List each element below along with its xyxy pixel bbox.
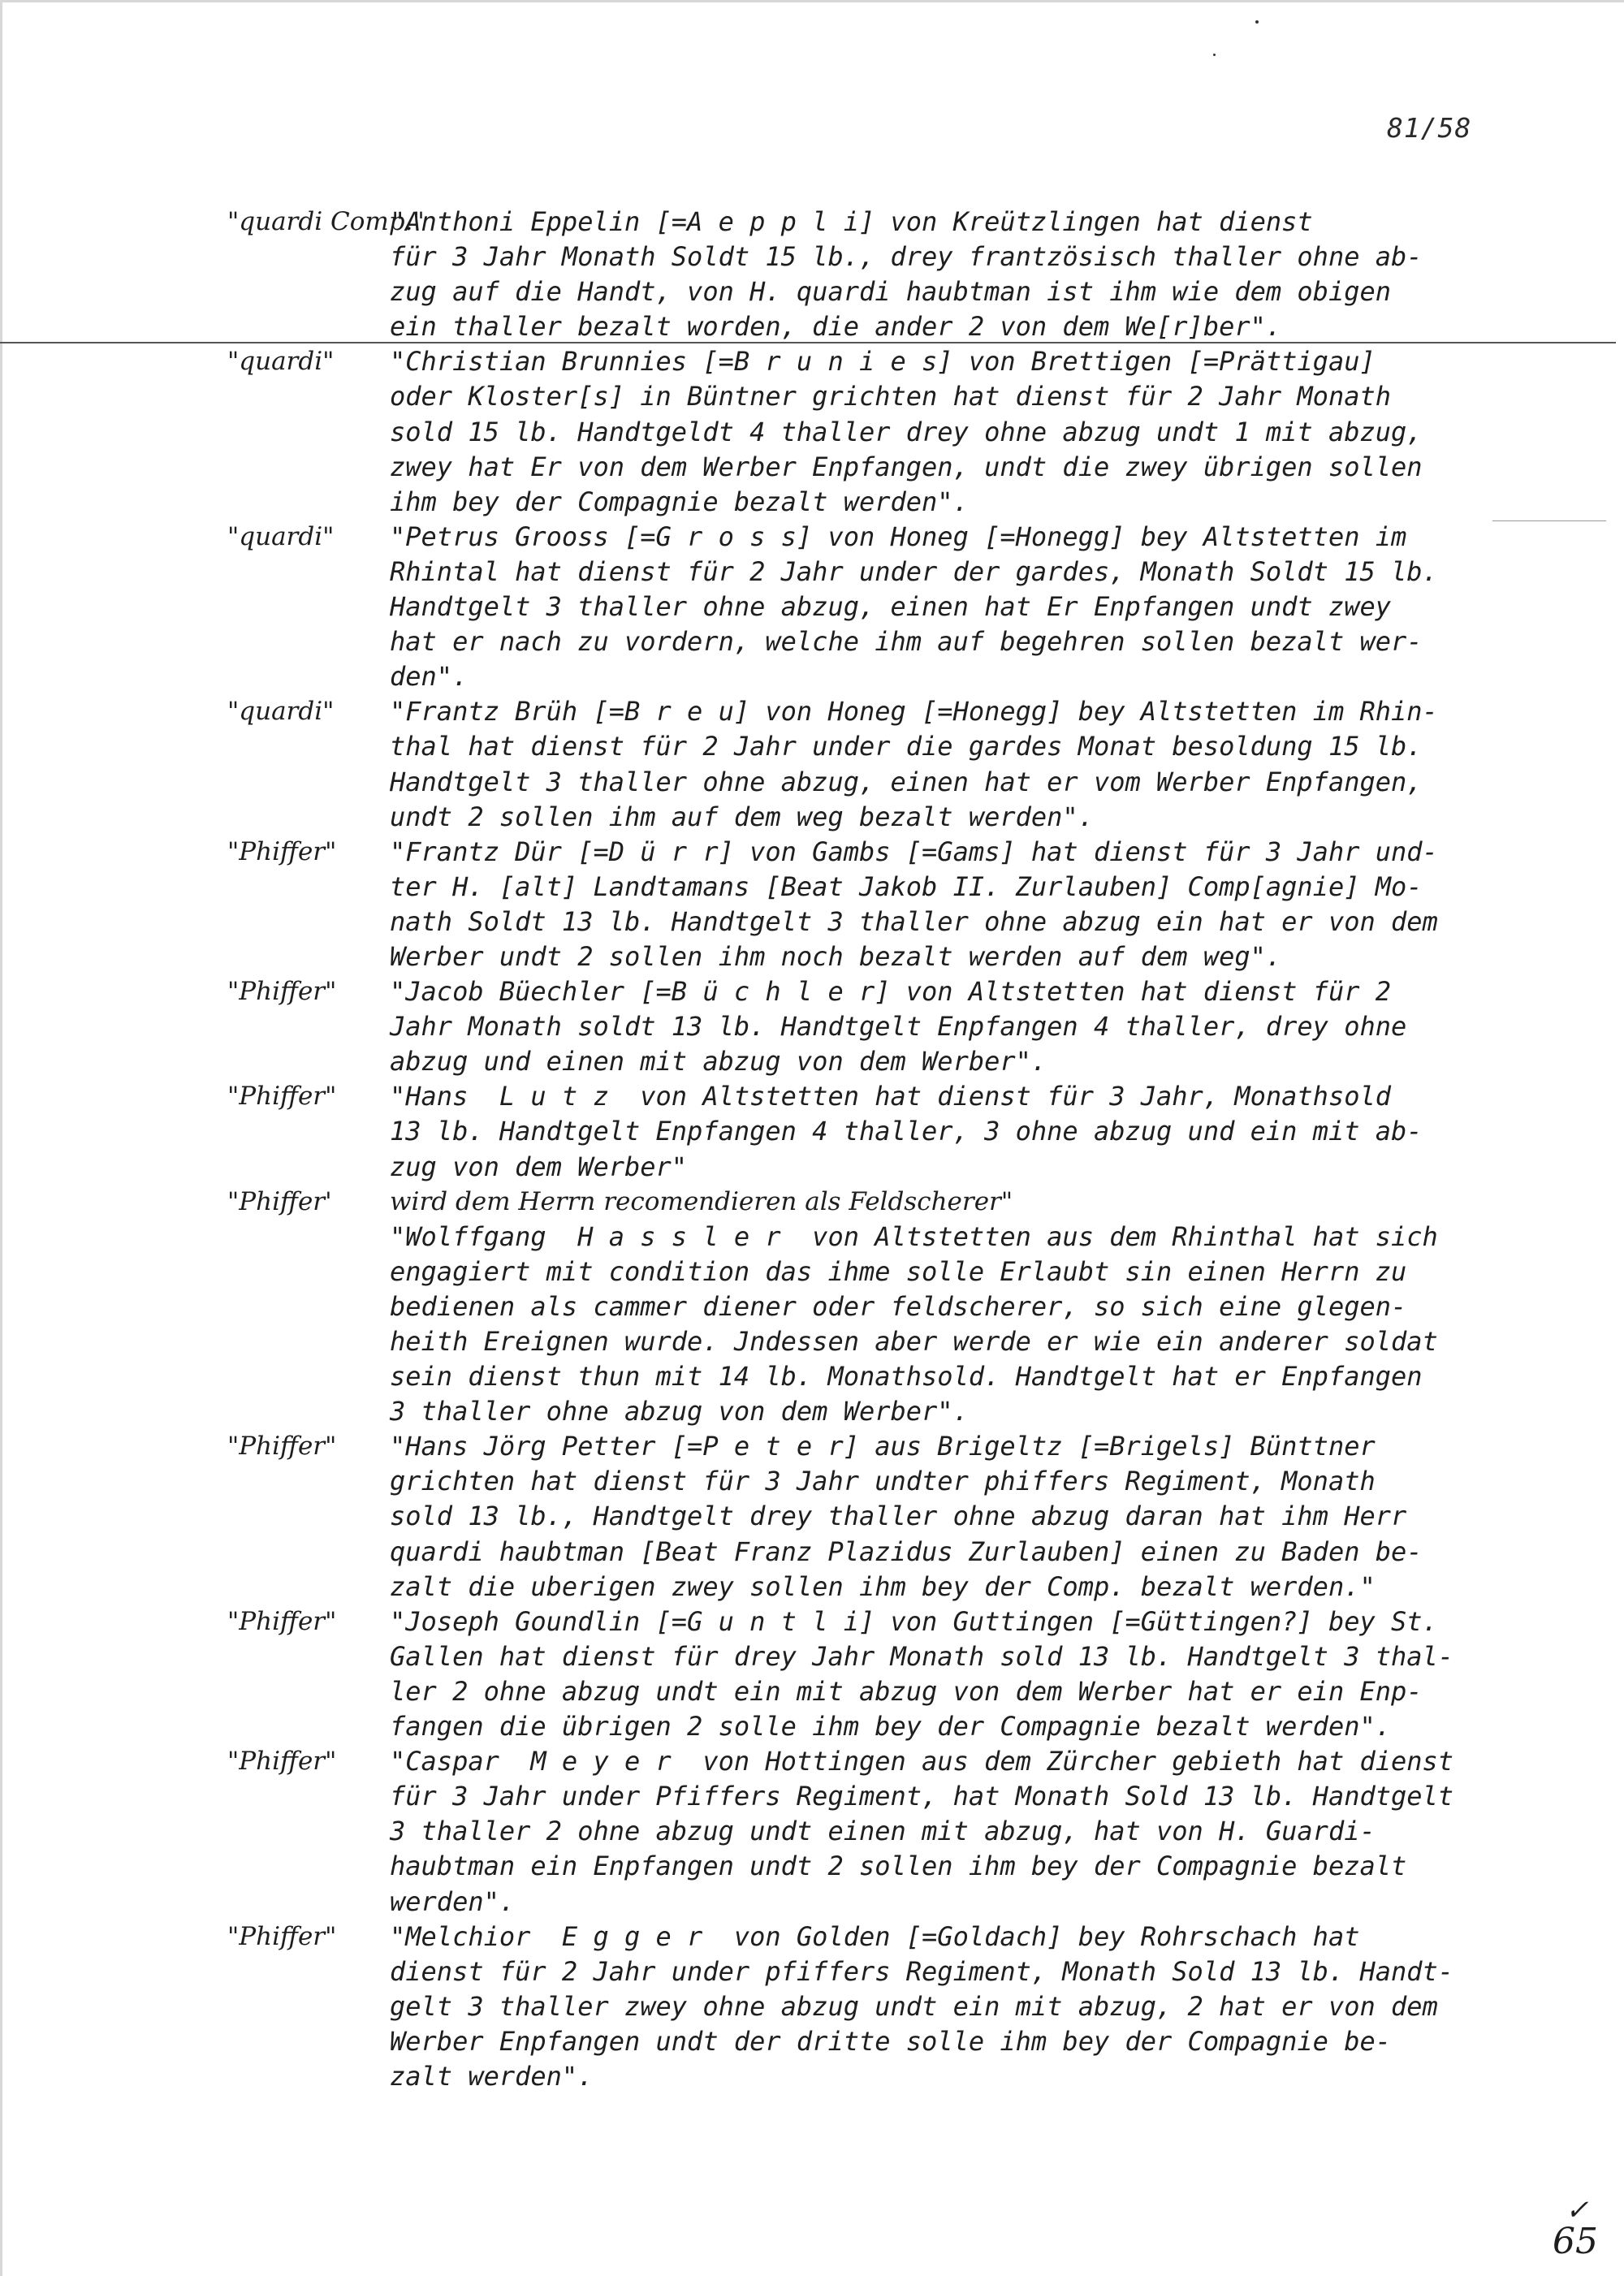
record-entry <box>227 694 1527 834</box>
text-line: werden". <box>390 1885 516 1917</box>
record-text <box>390 835 1527 974</box>
text-line: ihm bey der Compagnie bezalt werden". <box>390 486 969 517</box>
record-text <box>390 694 1527 834</box>
text-line: sold 13 lb., Handtgelt drey thaller ohne abzug daran hat ihm Herr <box>390 1501 1407 1532</box>
record-label: "Phiffer" <box>227 1606 337 1636</box>
text-line: "Frantz Brüh [=B r e u] von Honeg [=Honegg] bey Altstetten im Rhin- <box>390 696 1438 728</box>
record-text <box>390 1429 1527 1604</box>
text-line: "Frantz Dür [=D ü r r] von Gambs [=Gams] hat dienst für 3 Jahr und- <box>390 836 1438 867</box>
text-line: sein dienst thun mit 14 lb. Monathsold. Handtgelt hat er Enpfangen <box>390 1361 1423 1393</box>
text-line: engagiert mit condition das ihme solle Erlaubt sin einen Herrn zu <box>390 1255 1407 1287</box>
record-label: "Phiffer" <box>227 1747 337 1777</box>
record-label: "quardi" <box>227 697 335 727</box>
text-line: ter H. [alt] Landtamans [Beat Jakob II. Zurlauben] Comp[agnie] Mo- <box>390 870 1423 902</box>
text-line: zalt werden". <box>390 2060 594 2092</box>
text-line: fangen die übrigen 2 solle ihm bey der Compagnie bezalt werden". <box>390 1711 1391 1743</box>
text-line: Werber Enpfangen undt der dritte solle ihm bey der Compagnie be- <box>390 2025 1391 2057</box>
record-entry <box>227 974 1527 1079</box>
text-line: bedienen als cammer diener oder feldscherer, so sich eine glegen- <box>390 1290 1407 1322</box>
record-label: "quardi" <box>227 347 335 377</box>
text-line: für 3 Jahr under Pfiffers Regiment, hat Monath Sold 13 lb. Handtgelt <box>390 1781 1454 1812</box>
margin-note-line: 65 <box>1553 2221 1598 2262</box>
scan-speck <box>1255 20 1259 24</box>
record-text <box>390 1079 1527 1184</box>
record-label: "Phiffer" <box>227 1432 337 1462</box>
text-line: "Petrus Grooss [=G r o s s] von Honeg [=Honegg] bey Altstetten im <box>390 520 1407 552</box>
text-line: "Anthoni Eppelin [=A e p p l i] von Kreützlingen hat dienst <box>390 206 1313 237</box>
handwritten-note-line: wird dem Herrn recomendieren als Feldscherer" <box>390 1186 1013 1216</box>
record-text <box>390 1920 1527 2094</box>
record-entry <box>227 835 1527 974</box>
record-entry <box>227 205 1527 344</box>
text-line: ler 2 ohne abzug undt ein mit abzug von dem Werber hat er ein Enp- <box>390 1675 1423 1707</box>
record-text <box>390 1185 1527 1430</box>
text-line: Jahr Monath soldt 13 lb. Handtgelt Enpfangen 4 thaller, drey ohne <box>390 1011 1407 1043</box>
text-line: gelt 3 thaller zwey ohne abzug undt ein mit abzug, 2 hat er von dem <box>390 1990 1438 2022</box>
page-number: 81/58 <box>1387 112 1472 144</box>
record-entry <box>227 1744 1527 1919</box>
text-line: für 3 Jahr Monath Soldt 15 lb., drey frantzösisch thaller ohne ab- <box>390 241 1423 273</box>
record-text <box>390 205 1527 344</box>
text-line: Gallen hat dienst für drey Jahr Monath sold 13 lb. Handtgelt 3 thal- <box>390 1640 1454 1672</box>
text-line: dienst für 2 Jahr under pfiffers Regiment, Monath Sold 13 lb. Handt- <box>390 1955 1454 1987</box>
text-line: 3 thaller 2 ohne abzug undt einen mit abzug, hat von H. Guardi- <box>390 1816 1376 1847</box>
text-line: "Caspar M e y e r von Hottingen aus dem Zürcher gebieth hat dienst <box>390 1746 1454 1777</box>
text-line: quardi haubtman [Beat Franz Plazidus Zurlauben] einen zu Baden be- <box>390 1535 1423 1567</box>
record-entry <box>227 344 1527 519</box>
record-label: "Phiffer" <box>227 1082 337 1112</box>
record-entry <box>227 1079 1527 1184</box>
record-label: "Phiffer' <box>227 1186 332 1216</box>
text-line: undt 2 sollen ihm auf dem weg bezalt werden". <box>390 801 1094 832</box>
record-label: "quardi Comp." <box>227 207 425 236</box>
text-line: "Wolffgang H a s s l e r von Altstetten aus dem Rhinthal hat sich <box>390 1220 1438 1252</box>
record-entry <box>227 1185 1527 1430</box>
record-entry <box>227 1604 1527 1744</box>
text-line: abzug und einen mit abzug von dem Werber". <box>390 1046 1047 1078</box>
text-line: sold 15 lb. Handtgeldt 4 thaller drey ohne abzug undt 1 mit abzug, <box>390 416 1423 447</box>
record-label: "Phiffer" <box>227 977 337 1007</box>
record-entry <box>227 520 1527 694</box>
scan-edge-top <box>0 0 1624 2</box>
transcription-body <box>227 205 1527 2094</box>
record-text <box>390 520 1527 694</box>
text-line: grichten hat dienst für 3 Jahr undter phiffers Regiment, Monath <box>390 1466 1376 1497</box>
record-text <box>390 974 1527 1079</box>
text-line: haubtman ein Enpfangen undt 2 sollen ihm bey der Compagnie bezalt <box>390 1851 1407 1882</box>
scan-speck <box>1213 54 1216 56</box>
text-line: oder Kloster[s] in Büntner grichten hat dienst für 2 Jahr Monath <box>390 381 1391 412</box>
record-label: "Phiffer" <box>227 1921 337 1951</box>
text-line: "Hans Jörg Petter [=P e t e r] aus Brigeltz [=Brigels] Bünttner <box>390 1431 1376 1462</box>
record-text <box>390 1744 1527 1919</box>
text-line: zalt die uberigen zwey sollen ihm bey der Comp. bezalt werden." <box>390 1570 1376 1602</box>
record-label: "quardi" <box>227 521 335 551</box>
text-line: Handtgelt 3 thaller ohne abzug, einen hat er vom Werber Enpfangen, <box>390 766 1423 797</box>
text-line: 13 lb. Handtgelt Enpfangen 4 thaller, 3 ohne abzug und ein mit ab- <box>390 1116 1423 1147</box>
record-text <box>390 344 1527 519</box>
text-line: "Joseph Goundlin [=G u n t l i] von Guttingen [=Güttingen?] bey St. <box>390 1605 1438 1637</box>
text-line: zwey hat Er von dem Werber Enpfangen, undt die zwey übrigen sollen <box>390 451 1423 482</box>
record-entry <box>227 1429 1527 1604</box>
text-line: zug von dem Werber" <box>390 1151 688 1182</box>
text-line: 3 thaller ohne abzug von dem Werber". <box>390 1396 969 1427</box>
text-line: "Christian Brunnies [=B r u n i e s] von Brettigen [=Prättigau] <box>390 346 1376 378</box>
margin-handwritten-note <box>1553 2196 1598 2260</box>
text-line: Werber undt 2 sollen ihm noch bezalt werden auf dem weg". <box>390 940 1282 972</box>
text-line: "Jacob Büechler [=B ü c h l e r] von Altstetten hat dienst für 2 <box>390 976 1391 1008</box>
text-line: "Melchior E g g e r von Golden [=Goldach] bey Rohrschach hat <box>390 1920 1360 1952</box>
text-line: den". <box>390 661 469 693</box>
text-line: zug auf die Handt, von H. quardi haubtman ist ihm wie dem obigen <box>390 276 1391 308</box>
text-line: ein thaller bezalt worden, die ander 2 von dem We[r]ber". <box>390 311 1282 343</box>
text-line: nath Soldt 13 lb. Handtgelt 3 thaller ohne abzug ein hat er von dem <box>390 905 1438 937</box>
text-line: hat er nach zu vordern, welche ihm auf begehren sollen bezalt wer- <box>390 626 1423 658</box>
text-line: thal hat dienst für 2 Jahr under die gardes Monat besoldung 15 lb. <box>390 731 1423 762</box>
text-line: Rhintal hat dienst für 2 Jahr under der gardes, Monath Soldt 15 lb. <box>390 555 1438 587</box>
record-label: "Phiffer" <box>227 836 337 866</box>
margin-note-line: ✓ <box>1566 2194 1589 2226</box>
record-entry <box>227 1920 1527 2094</box>
text-line: heith Ereignen wurde. Jndessen aber werde er wie ein anderer soldat <box>390 1326 1438 1357</box>
text-line: "Hans L u t z von Altstetten hat dienst für 3 Jahr, Monathsold <box>390 1081 1391 1112</box>
record-text <box>390 1604 1527 1744</box>
text-line: Handtgelt 3 thaller ohne abzug, einen hat Er Enpfangen undt zwey <box>390 591 1391 623</box>
